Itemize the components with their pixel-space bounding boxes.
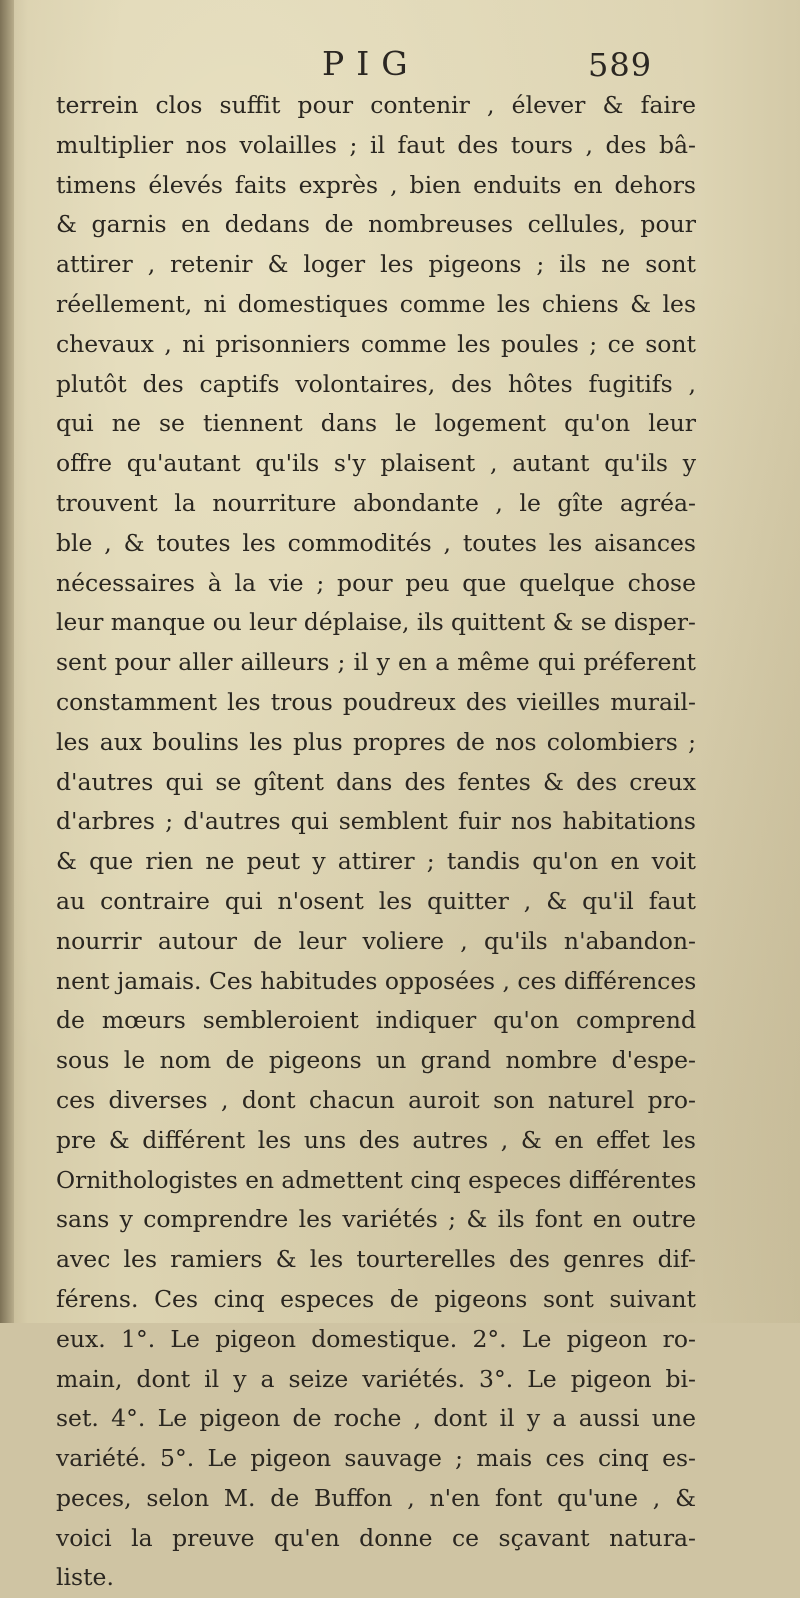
text-line: qui ne se tiennent dans le logement qu'on leur — [56, 409, 696, 438]
text-line: pre & différent les uns des autres , & en effet les — [56, 1125, 696, 1154]
text-line: trouvent la nourriture abondante , le gîte agréa- — [56, 488, 696, 517]
text-line: sans y comprendre les variétés ; & ils font en outre — [56, 1205, 696, 1234]
running-head: PIG — [322, 44, 420, 83]
text-line: de mœurs sembleroient indiquer qu'on comprend — [56, 1006, 696, 1035]
text-line: plutôt des captifs volontaires, des hôtes fugitifs , — [56, 369, 696, 398]
text-line: sent pour aller ailleurs ; il y en a même qui préferent — [56, 648, 696, 677]
text-line: leur manque ou leur déplaise, ils quittent & se disper- — [56, 608, 696, 637]
text-line: au contraire qui n'osent les quitter , & qu'il faut — [56, 886, 696, 915]
text-line: offre qu'autant qu'ils s'y plaisent , autant qu'ils y — [56, 449, 696, 478]
text-line: variété. 5°. Le pigeon sauvage ; mais ces cinq es- — [56, 1444, 696, 1473]
page-number: 589 — [588, 46, 653, 84]
text-line: attirer , retenir & loger les pigeons ; ils ne sont — [56, 250, 696, 279]
text-line: sous le nom de pigeons un grand nombre d'espe- — [56, 1046, 696, 1075]
text-line: voici la preuve qu'en donne ce sçavant natura- — [56, 1523, 696, 1552]
text-line: liste. — [56, 1563, 114, 1592]
text-line: réellement, ni domestiques comme les chiens & les — [56, 289, 696, 318]
text-line: férens. Ces cinq especes de pigeons sont suivant — [56, 1284, 696, 1313]
text-line: set. 4°. Le pigeon de roche , dont il y a aussi une — [56, 1404, 696, 1433]
text-line: timens élevés faits exprès , bien enduits en dehors — [56, 170, 696, 199]
text-line: peces, selon M. de Buffon , n'en font qu'une , & — [56, 1483, 696, 1512]
text-line: chevaux , ni prisonniers comme les poules ; ce sont — [56, 329, 696, 358]
text-line: d'arbres ; d'autres qui semblent fuir nos habitations — [56, 807, 696, 836]
book-gutter — [0, 0, 14, 1323]
body-text — [56, 86, 746, 1598]
text-line: & garnis en dedans de nombreuses cellules, pour — [56, 210, 696, 239]
text-line: nent jamais. Ces habitudes opposées , ces différences — [56, 966, 697, 995]
text-line: d'autres qui se gîtent dans des fentes & des creux — [56, 767, 696, 796]
text-line: les aux boulins les plus propres de nos colombiers ; — [56, 727, 696, 756]
text-line: multiplier nos volailles ; il faut des tours , des bâ- — [56, 130, 696, 159]
text-line: & que rien ne peut y attirer ; tandis qu'on en voit — [56, 847, 696, 876]
text-line: nécessaires à la vie ; pour peu que quelque chose — [56, 568, 696, 597]
text-line: constamment les trous poudreux des vieilles murail- — [56, 687, 696, 716]
text-line: eux. 1°. Le pigeon domestique. 2°. Le pigeon ro- — [56, 1324, 696, 1353]
text-line: ble , & toutes les commodités , toutes les aisances — [56, 528, 696, 557]
text-line: avec les ramiers & les tourterelles des genres dif- — [56, 1245, 696, 1274]
text-line: main, dont il y a seize variétés. 3°. Le pigeon bi- — [56, 1364, 696, 1393]
text-line: ces diverses , dont chacun auroit son naturel pro- — [56, 1085, 696, 1114]
text-line: terrein clos suffit pour contenir , élever & faire — [56, 91, 696, 119]
text-line: Ornithologistes en admettent cinq especes différentes — [56, 1165, 697, 1194]
text-line: nourrir autour de leur voliere , qu'ils n'abandon- — [56, 926, 696, 955]
